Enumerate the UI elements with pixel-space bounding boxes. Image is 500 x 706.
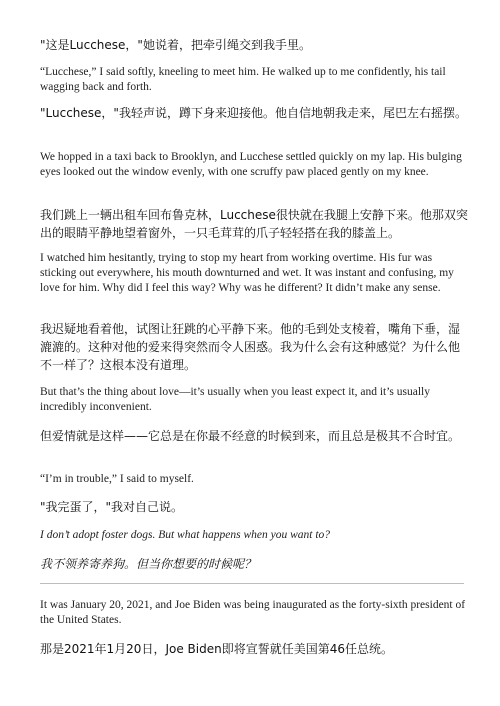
paragraph-en-3: I watched him hesitantly, trying to stop my heart from working overtime. His fur was sticking out everywhere, his mouth downturned and wet. It was instant and confusing, my love for him. Why did I feel this way? Why was he different? It didn’t make any sense.: [40, 252, 454, 294]
paragraph-zh-7: 那是2021年1月20日，Joe Biden即将宣誓就任美国第46任总统。: [40, 642, 393, 656]
paragraph-zh-italic: 我不领养寄养狗。但当你想要的时候呢？: [40, 557, 257, 571]
paragraph-en-1: “Lucchese,” I said softly, kneeling to meet him. He walked up to me confidently, his tail wagging back and forth.: [40, 66, 446, 93]
paragraph-zh-3: 我们跳上一辆出租车回布鲁克林，Lucchese很快就在我腿上安静下来。他那双突出的眼睛平静地望着窗外，一只毛茸茸的爪子轻轻搭在我的膝盖上。: [40, 208, 468, 240]
paragraph-zh-4: 我迟疑地看着他，试图让狂跳的心平静下来。他的毛到处支棱着，嘴角下垂，湿漉漉的。这种对他的爱来得突然而令人困惑。我为什么会有这种感觉？为什么他不一样了？这根本没有道理。: [40, 322, 461, 372]
paragraph-en-italic: I don’t adopt foster dogs. But what happens when you want to?: [40, 529, 331, 541]
paragraph-zh-2: "Lucchese，"我轻声说，蹲下身来迎接他。他自信地朝我走来，尾巴左右摇摆。: [40, 106, 467, 120]
paragraph-en-4: But that’s the thing about love—it’s usually when you least expect it, and it’s usually incredibly inconvenient.: [40, 386, 430, 413]
paragraph-zh-5: 但爱情就是这样——它总是在你最不经意的时候到来，而且总是极其不合时宜。: [40, 429, 461, 443]
section-divider: [40, 583, 464, 584]
paragraph-zh-1: "这是Lucchese，"她说着，把牵引绳交到我手里。: [40, 38, 311, 52]
paragraph-en-7: It was January 20, 2021, and Joe Biden was being inaugurated as the forty-sixth president of the United States.: [40, 599, 466, 626]
paragraph-en-2: We hopped in a taxi back to Brooklyn, and Lucchese settled quickly on my lap. His bulging eyes looked out the window evenly, with one scruffy paw placed gently on my knee.: [40, 151, 462, 178]
paragraph-zh-6: "我完蛋了，"我对自己说。: [40, 500, 184, 514]
paragraph-en-5: “I’m in trouble,” I said to myself.: [40, 473, 194, 485]
